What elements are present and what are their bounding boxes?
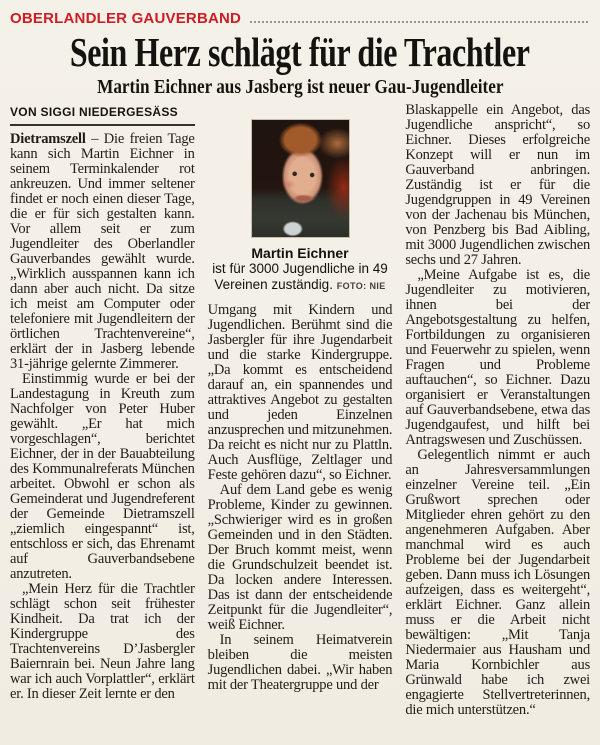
dateline: Dietramszell (10, 130, 86, 147)
paragraph: Umgang mit Kindern und Jugendlichen. Berühmt sind die Jasbergler für ihre Jugendarbeit und die starke Kindergruppe. „Da kommt es entscheidend darauf an, ein spannendes und attraktives Angebot zu gestalten und jeden Einzelnen anzusprechen und mitzunehmen. Da reicht es nicht nur zu Plattln. Auch Ausflüge, Zeltlager und Feste gehören dazu“, so Eichner. (207, 301, 393, 483)
paragraph: „Mein Herz für die Trachtler schlägt schon seit frühester Kindheit. Da trat ich der Kindergruppe des Trachtenvereins D’Jasbergler Baiernrain bei. Neun Jahre lang war ich auch Vorplattler“, erklärt er. In dieser Zeit lernte er den (10, 580, 195, 702)
article-body (10, 103, 590, 731)
kicker-row (10, 10, 590, 27)
article-column-1 (10, 103, 195, 731)
subheadline: Martin Eichner aus Jasberg ist neuer Gau-Jugendleiter (96, 75, 504, 98)
paragraph: Gelegentlich nimmt er auch an Jahresversammlungen einzelner Vereine teil. „Ein Grußwort sprechen oder Mitglieder ehren gehört zu den angenehmeren Aufgaben. Aber manchmal wird es auch Probleme bei der Jugendarbeit geben. Dann muss ich Lösungen aufzeigen, dass es weitergeht“, erklärt Eichner. Ganz allein muss er die Arbeit nicht bewältigen: „Mit Tanja Niedermaier aus Hausham und Maria Kornbichler aus Grünwald habe ich zwei engagierte Stellvertreterinnen, die mich unterstützen.“ (405, 446, 590, 718)
section-kicker: OBERLANDLER GAUVERBAND (10, 10, 242, 27)
photo-caption (208, 245, 393, 294)
photo-credit: FOTO: NIE (336, 280, 386, 291)
headline-row (10, 29, 590, 75)
paragraph: Auf dem Land gebe es wenig Probleme, Kinder zu gewinnen. „Schwieriger wird es in großen Gemeinden und in den Städten. Der Bruch kommt meist, wenn die Grundschulzeit beendet ist. Da locken andere Interessen. Das ist dann der entscheidende Zeitpunkt für die Jugendleiter“, weiß Eichner. (207, 481, 393, 633)
portrait-photo (251, 119, 350, 238)
paragraph (10, 132, 195, 372)
subhead-row (10, 74, 590, 98)
paragraph: In seinem Heimatverein bleiben die meisten Jugendlichen dabei. „Wir haben mit der Theatergruppe und der (207, 631, 393, 693)
caption-text: ist für 3000 Jugendliche in 49 Vereinen zuständig. (212, 260, 388, 292)
paragraph: Blaskappelle ein Angebot, das Jugendliche anspricht“, so Eichner. Dieses erfolgreiche Konzept will er nun im Gauverband anbringen. Zuständig ist er für die Jugendgruppen in 49 Vereinen von der Jachenau bis München, von Penzberg bis Bad Aibling, mit 3000 Jugendlichen zwischen sechs und 27 Jahren. (405, 102, 590, 268)
photo-figure (208, 119, 393, 294)
caption-name: Martin Eichner (251, 244, 349, 261)
paragraph-text: – Die freien Tage kann sich Martin Eichner in seinem Terminkalender rot ankreuzen. Und immer seltener findet er noch einen dieser Tage, die er für sich gestalten kann. Vor allem seit er zum Jugendleiter des Oberlandler Gauverbandes gewählt wurde. „Wirklich ausspannen kann ich dann aber auch nicht. Da sitze ich meist am Computer oder telefoniere mit Jugendleitern der örtlichen Trachtenvereine“, erklärt der in Jasberg lebende 31-jährige gelernte Zimmerer. (10, 130, 195, 372)
byline (10, 103, 195, 126)
paragraph: Einstimmig wurde er bei der Landestagung in Kreuth zum Nachfolger von Peter Huber gewählt. „Er hat mich vorgeschlagen“, berichtet Eichner, der in der Bauabteilung des Kommunalreferats München arbeitet. Obwohl er schon als Gemeinderat und Jugendreferent der Gemeinde Dietramszell „ziemlich eingespannt“ ist, entschloss er sich, das Ehrenamt auf Gauverbandsebene anzutreten. (10, 370, 195, 582)
article-column-3 (405, 103, 590, 731)
article-column-2 (208, 103, 393, 731)
dotted-leader (250, 21, 588, 23)
paragraph: „Meine Aufgabe ist es, die Jugendleiter zu motivieren, ihnen bei der Angebotsgestaltung zu helfen, Fortbildungen zu organisieren und Feuerwehr zu spielen, wenn Fragen und Probleme auftauchen“, so Eichner. Dazu organisiert er Veranstaltungen auf Gauverbandsebene, etwa das Jugendgaufest, und hilft bei Antragswesen und Zuschüssen. (405, 266, 590, 448)
headline: Sein Herz schlägt für die Trachtler (70, 29, 530, 75)
byline-text: VON SIGGI NIEDERGESÄSS (10, 104, 178, 119)
